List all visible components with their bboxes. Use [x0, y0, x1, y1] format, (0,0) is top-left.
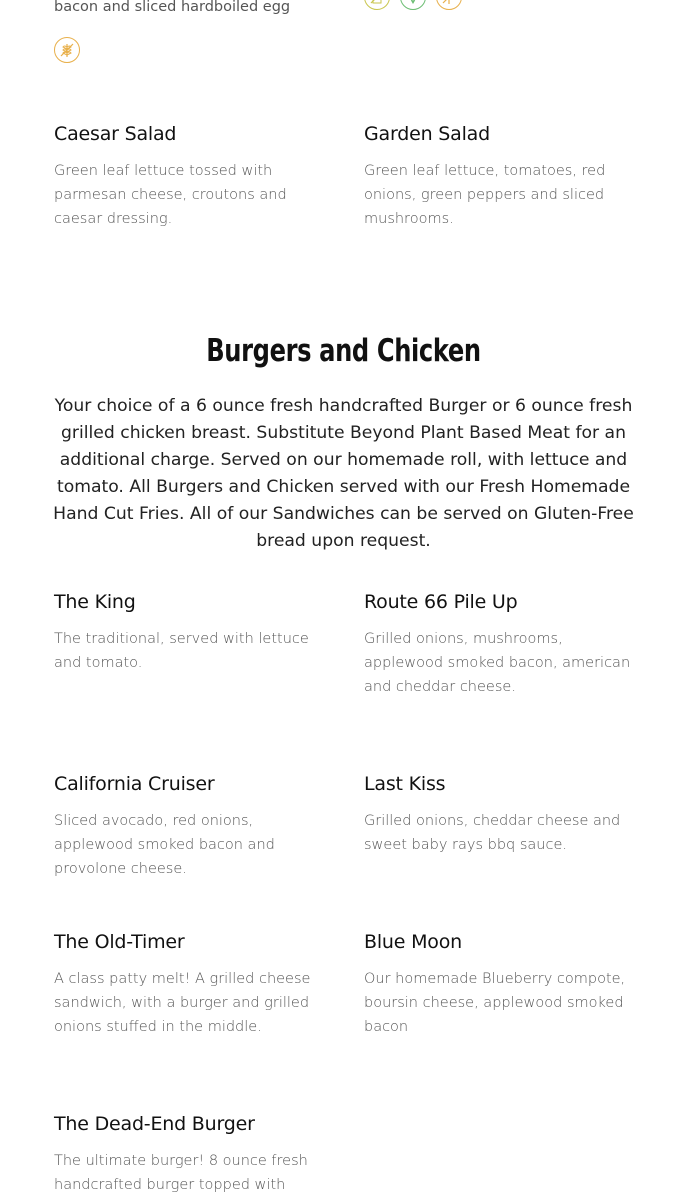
- dairy-free-icon: [364, 0, 390, 10]
- item-description: The ultimate burger! 8 ounce fresh handcrafted burger topped with: [54, 1153, 308, 1193]
- section-title: Burgers and Chicken: [206, 333, 481, 369]
- item-description: The traditional, served with lettuce and tomato.: [54, 631, 309, 671]
- item-name: The Dead-End Burger: [54, 1113, 255, 1135]
- item-name: Last Kiss: [364, 773, 446, 795]
- gluten-free-icon: [54, 37, 80, 63]
- item-description: Grilled onions, mushrooms, applewood smoked bacon, american and cheddar cheese.: [364, 631, 631, 695]
- gluten-free-icon: [436, 0, 462, 10]
- menu-item: [54, 930, 329, 1039]
- menu-item: [54, 772, 329, 881]
- menu-item: [364, 122, 639, 231]
- item-name: Blue Moon: [364, 931, 462, 953]
- section-intro: Your choice of a 6 ounce fresh handcrafted Burger or 6 ounce fresh grilled chicken breast. Substitute Beyond Plant Based Meat for an additional charge. Served on our homemade roll, with lettuce and tomato. All Burgers and Chicken served with our Fresh Homemade Hand Cut Fries. All of our Sandwiches can be served on Gluten-Free bread upon request.: [53, 396, 634, 551]
- menu-item: [54, 1112, 329, 1197]
- menu-item: [54, 122, 329, 231]
- partial-item-description: bacon and sliced hardboiled egg: [54, 0, 291, 15]
- menu-item: [364, 590, 639, 699]
- item-name: The King: [54, 591, 136, 613]
- vegetarian-leaf-icon: [400, 0, 426, 10]
- item-description: Our homemade Blueberry compote, boursin cheese, applewood smoked bacon: [364, 971, 626, 1035]
- menu-item: [364, 772, 639, 857]
- item-name: California Cruiser: [54, 773, 215, 795]
- item-name: Caesar Salad: [54, 123, 177, 145]
- menu-item: [364, 930, 639, 1039]
- item-name: Route 66 Pile Up: [364, 591, 518, 613]
- item-description: Sliced avocado, red onions, applewood smoked bacon and provolone cheese.: [54, 813, 275, 877]
- item-description: Grilled onions, cheddar cheese and sweet baby rays bbq sauce.: [364, 813, 621, 853]
- item-name: The Old-Timer: [54, 931, 185, 953]
- item-description: Green leaf lettuce tossed with parmesan cheese, croutons and caesar dressing.: [54, 163, 287, 227]
- item-description: Green leaf lettuce, tomatoes, red onions, green peppers and sliced mushrooms.: [364, 163, 606, 227]
- item-description: A class patty melt! A grilled cheese sandwich, with a burger and grilled onions stuffed in the middle.: [54, 971, 311, 1035]
- item-name: Garden Salad: [364, 123, 490, 145]
- menu-item: [54, 590, 329, 675]
